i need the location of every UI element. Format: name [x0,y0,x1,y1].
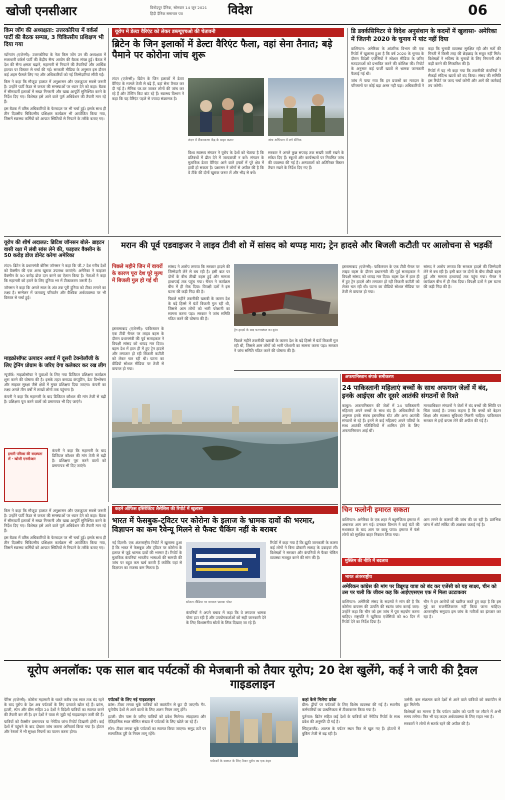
subhead: कहां कैसे मिलेगा प्रवेश [302,697,337,702]
photo-vaccination-queue [188,78,264,136]
paragraph: जॉनसन ने कहा कि अगले साल के अंत तक पूरी दुनिया को टीका लगाने का लक्ष्य है। सम्मेलन में जलवायु परिवर्तन और वैश्विक अर्थव्यवस्था पर भी विस्तार से चर्चा हुई। [4,284,106,300]
paragraph: वाशिंगटन: अमेरिका के आंतरिक विभाग की एक रिपोर्ट में खुलासा हुआ है कि वर्ष 2020 के चुनाव के दौरान विदेशी एजेंसियों ने सोशल मीडिया के जरिए मतदाताओं को प्रभावित करने की कोशिश की। रिपोर्ट के अनुसार कई फर्जी खातों से भ्रामक जानकारी फैलाई गई थी। [351,46,424,77]
story-afghan-kicker: अफगानिस्तान संपर्क समीकरण [342,374,501,382]
story-europe-col3 [302,697,400,797]
pullquote-text: पिछले महीने जिन में वायरों के कारण पूरा देश घूरे मूल्य में बिजली गुल हो गई थी [112,264,163,284]
column-divider [340,374,341,658]
paragraph: रिपोर्ट में यह भी कहा गया कि तकनीकी कंपनियों ने सैकड़ों संदिग्ध खातों को बंद किया। संसद की समिति इस रिपोर्ट पर जल्द चर्चा करेगी और आगे की कार्रवाई तय करेगी। [428,68,501,89]
photo-europe-city [210,697,298,757]
paragraph: चीन ने इन आरोपों को खारिज करते हुए कहा है कि इस मुद्दे का राजनीतिकरण नहीं किया जाना चाहिए। अंतरराष्ट्रीय समुदाय इस जांच के नतीजों का इंतजार कर रहा है। [423,598,501,619]
paragraph: इटली: ग्रीन पास के जरिए यात्रियों को प्रवेश मिलेगा। संग्रहालय और ऐतिहासिक स्थल सीमित संख्या में पर्यटकों के लिए खोले जा रहे हैं। [108,714,206,724]
paragraph: कंपनी ने कहा कि महामारी के बाद डिजिटल कौशल की मांग तेजी से बढ़ी है। प्रशिक्षण पूरा करने वालों को प्रमाणपत्र भी दिए जाएंगे। [52,448,106,468]
photo-caption-1: लंदन में टीकाकरण केंद्र के बाहर कतार [188,138,234,142]
paragraph: जांच में पाया गया कि इन प्रयासों का मतदान के परिणामों पर कोई बड़ा असर नहीं पड़ा। अधिकारियों ने कहा कि चुनावी व्यवस्था सुरक्षित रही और मतों की गिनती में किसी तरह की छेड़छाड़ के सबूत नहीं मिले। विशेषज्ञों ने भविष्य के चुनावों के लिए निगरानी और कड़ी करने की सिफारिश की है। [351,46,501,89]
photo-caption-train: ट्रेन हादसे के बाद घटनास्थल का दृश्य [234,328,278,332]
story-china [342,574,501,658]
story-slap-headline: मरान की पूर्व एडवाइजर ने लाइव टीवी शो में सांसद को थप्पड़ मारा; ट्रेन हादसे और बिजली कटौती पर आलोचना से भड़कीं [120,240,493,250]
story-facebook-body-b [186,610,266,656]
story-fire-body [342,517,501,553]
photo-lake-graphic [112,378,338,488]
story-uk [112,28,344,234]
story-tech [4,356,106,506]
photo-caption-lake [112,490,338,500]
story-tech-body-cont [52,448,106,502]
story-facebook-body-a [112,540,182,656]
story-kim [4,28,106,236]
paragraph: इस बैठक में वरिष्ठ अधिकारियों के फेरबदल पर भी चर्चा हुई। इसके साथ ही तीन दिवसीय चिकित्सीय प्रशिक्षण कार्यक्रम भी आयोजित किया गया, जिसमें स्वास्थ्य कर्मियों को आपात स्थितियों से निपटने के तरीके बताए गए। [4,106,106,121]
column-divider [108,506,109,658]
masthead-meta-1: विनोदपुर दैनिक, सोमवार 14 जून 2021 [150,5,208,10]
paragraph: कंपनियों ने अपने बचाव में कहा कि वे लगातार भ्रामक पोस्ट हटा रही हैं और उपयोगकर्ताओं को सही जानकारी देने के लिए विश्वसनीय स्रोतों के लिंक दिखाए जा रहे हैं। [186,610,266,625]
page-number: 06 [468,3,488,19]
photo-soldiers-graphic [268,78,344,136]
paragraph: पिछले महीने तकनीकी खराबी के कारण देश के बड़े हिस्से में घंटों बिजली गुल रही थी, जिससे आम लोगों को भारी परेशानी का सामना करना पड़ा। सरकार ने जांच समिति गठित करने की घोषणा की है। [234,338,338,353]
paragraph: सरकार ने अगले कुछ सप्ताह तक सख्ती जारी रखने के संकेत दिए हैं। स्कूलों और कार्यस्थलों पर नियमित जांच की व्यवस्था की गई है। अस्पतालों को अतिरिक्त बिस्तर तैयार रखने के निर्देश दिए गए हैं। [268,150,344,170]
paragraph: किम ने कहा कि मौजूदा हालात में अनुशासन और एकजुटता सबसे जरूरी है। उन्होंने पार्टी कैडर से जनता की समस्याओं पर ध्यान देने को कहा। बैठक में सीमावर्ती इलाकों में सख्त निगरानी और खाद्य आपूर्ति सुनिश्चित करने के निर्देश दिए गए। विशेषज्ञ इसे आने वाले पूर्ण अधिवेशन की तैयारी मान रहे हैं। [4,79,106,104]
paragraph: ग्रीस: द्वीपों पर पर्यटकों के लिए विशेष व्यवस्था की गई है। स्थानीय कर्मचारियों का प्राथमिकता से टीकाकरण किया गया है। [302,702,400,712]
subhead: पर्यटकों के लिए नई गाइडलाइन [108,697,155,702]
story-europe-col2 [108,697,206,797]
paragraph: पुर्तगाल: ब्रिटेन सहित कई देशों के यात्रियों को नेगेटिव रिपोर्ट के साथ प्रवेश की अनुमति दी गई है। [302,714,400,724]
story-kim-cont [4,508,106,656]
photo-sign-graphic [186,542,266,598]
paragraph: कंपनी ने कहा कि महामारी के बाद डिजिटल कौशल की मांग तेजी से बढ़ी है। प्रशिक्षण पूरा करने वालों को प्रमाणपत्र भी दिए जाएंगे। [4,394,106,405]
photo-caption-facebook: सोशल मीडिया पर वायरल भ्रामक पोस्ट [186,600,232,604]
story-facebook-body-c [270,540,338,656]
story-vaccine-headline: यूरोप की शीर्ष अदालत: ब्रिटिश जॉनसन बोले- ब्राइटन वासी रक्षा में लंबी सांस लेने की, फाइजर वैक्सीन के 50 करोड़ डोज डोनेट करेगा अमेरिका [4,240,105,260]
column-divider [108,28,109,234]
photo-wake-up [186,542,266,598]
paragraph: मानवाधिकार संगठनों ने जेलों में बंद बच्चों की स्थिति पर चिंता जताई है। उनका कहना है कि बच्चों को बेहतर शिक्षा और स्वास्थ्य सुविधाएं मिलनी चाहिए। पाकिस्तान सरकार से इन्हें वापस लेने की अपील की गई है। [423,403,501,424]
paragraph: विशेषज्ञों का मानना है कि पर्यटन उद्योग को पटरी पर लौटने में अभी समय लगेगा। फिर भी यह कदम अर्थव्यवस्था के लिए राहत भरा है। [404,709,501,719]
photo-soldiers [268,78,344,136]
story-tech-body [4,372,106,426]
story-slap-body-d [342,264,501,356]
paragraph: फ्रांस: टीका लगवा चुके यात्रियों को क्वारंटीन से छूट दी जाएगी। गैर-यूरोपीय देशों से आने वालों के लिए अलग नियम लागू होंगे। [108,702,206,712]
photo-train-graphic [234,264,338,326]
paragraph: इस्लामाबाद (एजेन्सी): पाकिस्तान के एक टीवी चैनल पर लाइव बहस के दौरान प्रधानमंत्री की पूर्व सलाहकार ने विपक्षी सांसद को थप्पड़ मार दिया। बहस देश में हाल ही में हुए ट्रेन हादसे और लगातार हो रही बिजली कटौती को लेकर चल रही थी। घटना का वीडियो सोशल मीडिया पर तेजी से वायरल हो गया। [112,326,164,371]
masthead [0,0,505,24]
pullquote [112,264,164,324]
paragraph: न्यूयॉर्क: माइक्रोसॉफ्ट ने युवाओं के लिए नया डिजिटल प्रशिक्षण कार्यक्रम शुरू करने की घोषणा की है। इसके तहत क्लाउड कंप्यूटिंग, डेटा विश्लेषण और साइबर सुरक्षा जैसे क्षेत्रों में मुफ्त प्रशिक्षण दिया जाएगा। कंपनी का लक्ष्य अगले तीन वर्षों में लाखों लोगों तक पहुंचना है। [4,372,106,393]
story-tech-headline: माइक्रोसॉफ्ट उत्पादन अवार्ड में दूसरी टेक्नोलॉजी के लिए ट्रेनिंग प्रोग्राम के जरिए देगा कलेक्टर कर रख लीग [4,356,106,369]
column-divider [108,240,109,502]
story-europe-headline: यूरोप अनलॉक: एक साल बाद पर्यटकों की मेजबानी को तैयार यूरोप; 20 देश खुलेंगे, कई ने जारी की ट्रैवल गाइडलाइन [27,663,478,691]
story-minority-headline: मुस्लिम की नीति में बदलाव [342,558,501,566]
section-title: विदेश [228,3,253,17]
paragraph: यात्रियों को वैक्सीन प्रमाणपत्र या नेगेटिव जांच रिपोर्ट दिखानी होगी। कई देशों में पहुंचने के बाद दोबारा जांच कराना अनिवार्य किया गया है। होटल और रेस्तरां में भी सुरक्षा नियमों का पालन करना होगा। [4,719,104,734]
story-fire-headline: चिन फलोनी इमारत सकता [342,506,410,514]
paragraph: किम ने कहा कि मौजूदा हालात में अनुशासन और एकजुटता सबसे जरूरी है। उन्होंने पार्टी कैडर से जनता की समस्याओं पर ध्यान देने को कहा। बैठक में सीमावर्ती इलाकों में सख्त निगरानी और खाद्य आपूर्ति सुनिश्चित करने के निर्देश दिए गए। विशेषज्ञ इसे आने वाले पूर्ण अधिवेशन की तैयारी मान रहे हैं। [4,508,106,533]
paragraph: नई दिल्ली: एक अंतरराष्ट्रीय रिपोर्ट में खुलासा हुआ है कि भारत में फेसबुक और ट्विटर पर कोरोना के इलाज से जुड़े भ्रामक दावों की भरमार है। रिपोर्ट के मुताबिक कंपनियां भारतीय भाषाओं की सामग्री की जांच पर बहुत कम खर्च करती हैं क्योंकि यहां से विज्ञापन का राजस्व कम मिलता है। [112,540,182,570]
masthead-rule [4,24,501,25]
section-rule [342,504,501,505]
story-kim-headline: किम जोंग की अध्यक्षता: उत्तरकोरिया में वर्कर्स पार्टी की बैठक सम्पन्न, 3 चिकित्सीय प्रशिक्षण भी दिया गया [4,28,104,48]
paragraph: रिपोर्ट में कहा गया है कि झूठी जानकारी के कारण कई लोगों ने बिना डॉक्टरी सलाह के दवाइयां लीं। विशेषज्ञों ने सरकार और कंपनियों से फैक्ट चेकिंग व्यवस्था मजबूत करने की मांग की है। [270,540,338,560]
story-uk-body-b [188,150,264,234]
story-china-body [342,599,501,639]
story-afghan-headline: 24 पाकिस्तानी महिलाएं बच्चों के साथ अफगान जेलों में बंद, इनके आईएस और दूसरे आतंकी संगठनों से रिश्ते [342,383,489,401]
story-election-headline: डि डवर्कसिमिटर से विदेश अनुसंधान के कदमों में खुलासा- अमेरिका में जितनी 2020 के चुनाव में यांट नहीं दिया [351,28,497,43]
story-afghan [342,374,501,502]
column-divider [347,28,348,234]
story-uk-headline: ब्रिटेन के जिन इलाकों में डेल्टा वैरिएंट फैला, वहां सेना तैनात; बड़े पैमाने पर कोरोना जांच शुरू [112,38,333,62]
paragraph: विश्व स्वास्थ्य संगठन ने यूरोप के देशों को चेताया है कि प्रतिबंधों में ढील देने में जल्दबाजी न करें। संगठन के मुताबिक डेल्टा वैरिएंट आने वाले हफ्तों में पूरे क्षेत्र में हावी हो सकता है। प्रशासन ने लोगों से अपील की है कि वे टीके की दोनों खुराक जरूर लें और भीड़ से बचें। [188,150,264,175]
masthead-meta-2: हिंदी दैनिक समाचार पत्र [150,11,183,16]
story-vaccine-donation [4,240,106,355]
story-europe [4,663,501,798]
paragraph: काबुल: अफगानिस्तान की जेलों में 24 पाकिस्तानी महिलाएं अपने बच्चों के साथ बंद हैं। अधिकारियों के अनुसार इनके संबंध इस्लामिक स्टेट और अन्य आतंकी संगठनों से रहे हैं। इनमें से कई महिलाएं अपने पतियों के साथ आतंकी गतिविधियों में शामिल होने के लिए अफगानिस्तान आई थीं। [342,403,420,434]
story-facebook-kicker: कहने ऑफिस इसिरेक्टिव लैसेसिस की रिपोर्ट में खुलासा [112,506,338,514]
story-china-kicker: भारत अंतरराष्ट्रीय [342,574,501,582]
section-rule [234,370,501,371]
photo-people-graphic [188,78,264,136]
paragraph: सरकारों ने लोगों से सतर्क रहने की अपील की है। [404,721,470,726]
paper-name: खोजी एनसीआर [6,4,77,18]
story-uk-body-c [268,150,344,234]
story-europe-col1 [4,697,104,797]
paragraph: इस्लामाबाद (एजेन्सी): पाकिस्तान के एक टीवी चैनल पर लाइव बहस के दौरान प्रधानमंत्री की पूर्व सलाहकार ने विपक्षी सांसद को थप्पड़ मार दिया। बहस देश में हाल ही में हुए ट्रेन हादसे और लगातार हो रही बिजली कटौती को लेकर चल रही थी। घटना का वीडियो सोशल मीडिया पर तेजी से वायरल हो गया। [342,264,420,294]
paragraph: सांसद ने आरोप लगाया कि सरकार हादसे की जिम्मेदारी लेने से बच रही है। इसी बात पर दोनों के बीच तीखी बहस हुई और मामला हाथापाई तक पहुंच गया। चैनल ने कार्यक्रम बीच में ही रोक दिया। विपक्षी दलों ने इस घटना की कड़ी निंदा की है। [168,264,230,294]
story-election [351,28,501,234]
story-fire [342,506,501,556]
story-uk-body-a [112,76,184,196]
paragraph: वाशिंगटन: अमेरिका के एक शहर में बहुमंजिला इमारत में अचानक आग लग गई। दमकल विभाग ने कई घंटों की मशक्कत के बाद आग पर काबू पाया। इमारत में फंसे लोगों को सुरक्षित बाहर निकाल लिया गया। [342,516,420,537]
story-minority [342,558,501,572]
story-china-headline: अमेरिकन कांग्रेस की मांग पर डिब्रूगढ़ यात्रा को बंद कर एजेंसी को यह साक्ष्य, चीन को उस पर चली कि जीवन कह कि आईएएसएस एक में मिला उटटाकवर [342,583,497,597]
paragraph: आग लगने के कारणों की जांच की जा रही है। प्रारंभिक जांच में शॉर्ट सर्किट की आशंका जताई गई है। [423,516,501,527]
promo-text: हमारी पत्रिका की सदस्यता लें - खोजी एनसीआर [8,452,43,461]
story-election-body [351,46,501,222]
photo-caption-europe: पर्यटकों के स्वागत के लिए तैयार यूरोप का एक शहर [210,759,272,763]
photo-europe-graphic [210,697,298,757]
story-afghan-body [342,403,501,479]
photo-train-accident [234,264,338,326]
story-slap-body-c [234,338,338,368]
story-vaccine-body [4,263,106,323]
promo-box [4,448,48,502]
story-kim-body [4,52,106,202]
section-rule [4,660,501,661]
paragraph: स्पेन: टीका लगवा चुके पर्यटकों का स्वागत किया जाएगा। समुद्र तटों पर सामाजिक दूरी के नियम लागू रहेंगे। [108,726,206,736]
story-facebook-headline: भारत में फेसबुक-ट्विटर पर कोरोना के इलाज के भ्रामक दावों की भरमार, विज्ञापन का कम रैवेन्यू मिलने से फैक्ट चैकिंग नहीं के बराबर [112,515,315,535]
section-rule [4,236,501,237]
photo-caption-2: जांच अभियान में लगे सैनिक [268,138,302,142]
paragraph: पेरिस (एजेन्सी): कोरोना महामारी के चलते करीब एक साल तक बंद रहने के बाद यूरोप के देश अब पर्यटकों के लिए दरवाजे खोल रहे हैं। फ्रांस, इटली, स्पेन और ग्रीस सहित 20 देशों ने विदेशी यात्रियों का स्वागत करने की तैयारी कर ली है। इन देशों ने यात्रा से जुड़ी नई गाइडलाइन जारी की हैं। [4,697,104,717]
paragraph: जर्मनी: कम संक्रमण वाले देशों से आने वाले यात्रियों को क्वारंटीन से छूट मिलेगी। [404,697,501,707]
paragraph: सांसद ने आरोप लगाया कि सरकार हादसे की जिम्मेदारी लेने से बच रही है। इसी बात पर दोनों के बीच तीखी बहस हुई और मामला हाथापाई तक पहुंच गया। चैनल ने कार्यक्रम बीच में ही रोक दिया। विपक्षी दलों ने इस घटना की कड़ी निंदा की है। [423,264,501,289]
paragraph: इस बैठक में वरिष्ठ अधिकारियों के फेरबदल पर भी चर्चा हुई। इसके साथ ही तीन दिवसीय चिकित्सीय प्रशिक्षण कार्यक्रम भी आयोजित किया गया, जिसमें स्वास्थ्य कर्मियों को आपात स्थितियों से निपटने के तरीके बताए गए। [4,535,106,550]
paragraph: पिछले महीने तकनीकी खराबी के कारण देश के बड़े हिस्से में घंटों बिजली गुल रही थी, जिससे आम लोगों को भारी परेशानी का सामना करना पड़ा। सरकार ने जांच समिति गठित करने की घोषणा की है। [168,296,230,321]
paragraph: प्योंग्यांग (एजेन्सी): उत्तरकोरिया के नेता किम जोंग उन की अध्यक्षता में सत्ताधारी वर्कर्स पार्टी की केंद्रीय सैन्य आयोग की बैठक संपन्न हुई। बैठक में देश की सैन्य क्षमता बढ़ाने, महामारी से निपटने की तैयारियों और आर्थिक हालात पर विस्तार से चर्चा की गई। सरकारी मीडिया के अनुसार इस दौरान कई अहम फैसले लिए गए और अधिकारियों को नई जिम्मेदारियां सौंपी गईं। [4,52,106,77]
paragraph: लंदन (एजेन्सी): ब्रिटेन के जिन इलाकों में डेल्टा वैरिएंट के मामले तेजी से बढ़े हैं, वहां सेना तैनात कर दी गई है। सैनिक घर-घर जाकर लोगों की जांच कर रहे हैं और टेस्टिंग किट बांट रहे हैं। स्वास्थ्य विभाग ने कहा कि यह वैरिएंट पहले से ज्यादा संक्रामक है। [112,76,184,101]
paragraph: लंदन: ब्रिटेन के प्रधानमंत्री बोरिस जॉनसन ने कहा कि जी-7 देश गरीब देशों को वैक्सीन की एक अरब खुराक उपलब्ध कराएंगे। अमेरिका ने फाइजर वैक्सीन के 50 करोड़ डोज दान करने का ऐलान किया है। नेताओं ने कहा कि महामारी को हराने के लिए दुनिया भर में टीकाकरण जरूरी है। [4,262,106,283]
story-facebook [112,506,338,656]
photo-lake-city [112,378,338,488]
paragraph: स्विट्जरलैंड: आल्प्स के पर्यटन स्थल फिर से खुल गए हैं। होटलों में बुकिंग तेजी से बढ़ रही है। [302,726,400,736]
story-europe-col4 [404,697,501,797]
section-rule [112,504,338,505]
story-uk-kicker: यूरोप में डेल्टा वैरिएंट को लेकर डब्ल्यूएचओ की चेतावनी [112,28,344,37]
paragraph: वाशिंगटन: अमेरिकी संसद के सदस्यों ने मांग की है कि कोरोना वायरस की उत्पत्ति की स्वतंत्र जांच कराई जाए। उन्होंने कहा कि चीन को इस जांच में पूरा सहयोग करना चाहिए। राष्ट्रपति ने खुफिया एजेंसियों को 90 दिन में रिपोर्ट देने का निर्देश दिया है। [342,598,420,624]
